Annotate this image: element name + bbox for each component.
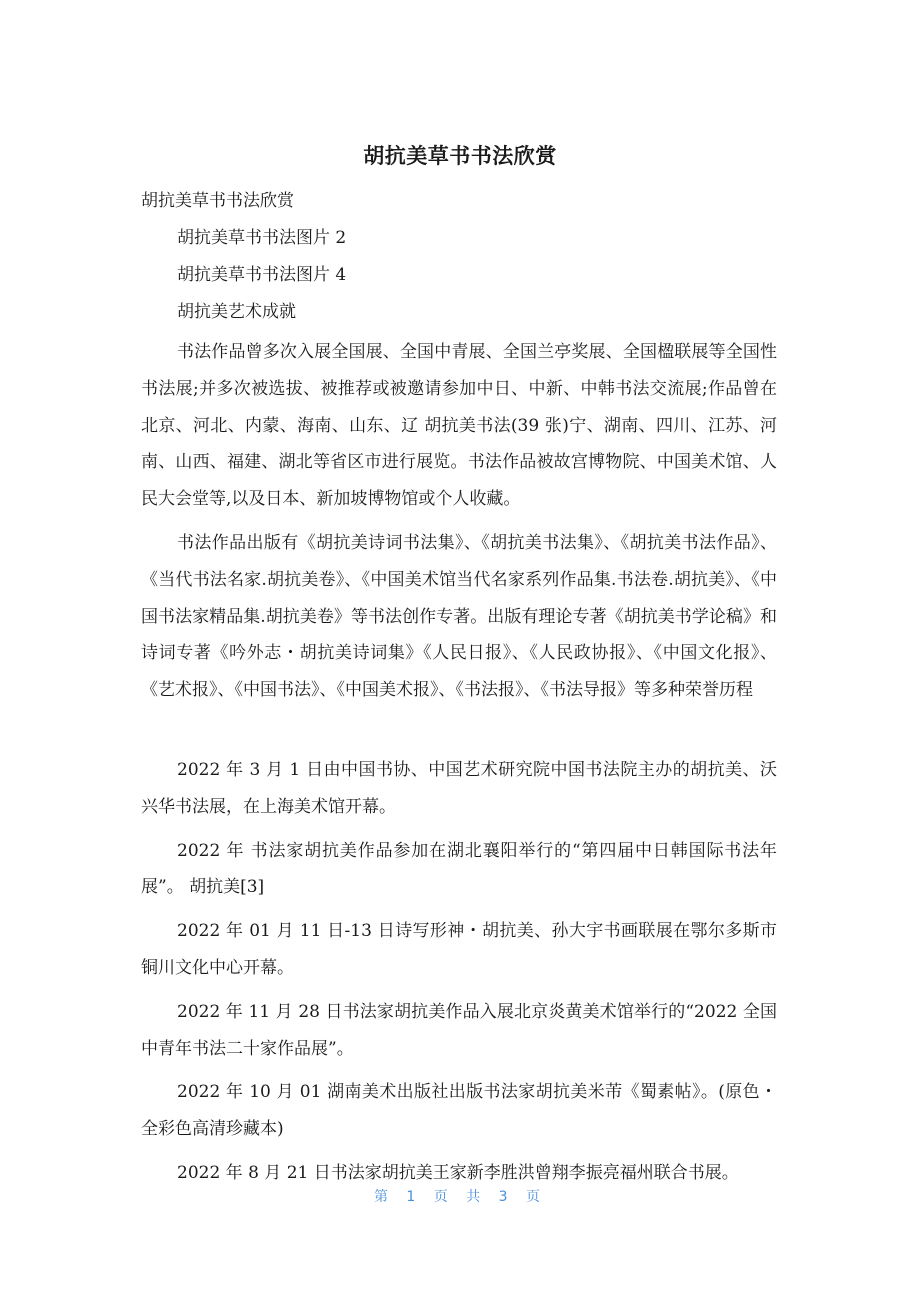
blank-gap bbox=[141, 716, 777, 752]
document-subtitle: 胡抗美草书书法欣赏 bbox=[141, 191, 294, 211]
event-item: 2022 年 书法家胡抗美作品参加在湖北襄阳举行的“第四届中日韩国际书法年展”。 胡抗美[3] bbox=[141, 840, 777, 898]
event-item: 2022 年 11 月 28 日书法家胡抗美作品入展北京炎黄美术馆举行的“2022 全国中青年书法二十家作品展”。 bbox=[141, 1001, 777, 1059]
list-item-image-4: 胡抗美草书书法图片 4 bbox=[177, 265, 347, 285]
document-body bbox=[141, 186, 777, 1199]
event-item: 2022 年 8 月 21 日书法家胡抗美王家新李胜洪曾翔李振亮福州联合书展。 bbox=[177, 1162, 739, 1183]
list-item-image-2: 胡抗美草书书法图片 2 bbox=[177, 228, 347, 248]
event-item: 2022 年 10 月 01 湖南美术出版社出版书法家胡抗美米芾《蜀素帖》。(原色・ 全彩色高清珍藏本) bbox=[141, 1082, 777, 1140]
document-title: 胡抗美草书书法欣赏 bbox=[363, 144, 557, 168]
paragraph-exhibitions: 书法作品曾多次入展全国展、全国中青展、全国兰亭奖展、全国楹联展等全国性书法展;并多次被选拔、被推荐或被邀请参加中日、中新、中韩书法交流展;作品曾在北京、河北、内蒙、海南、山东、辽 胡抗美书法(39 张)宁、湖南、四川、江苏、河南、山西、福建、湖北等省区市进行展览。书法作品被故宫博物院、中国美术馆、人民大会堂等,以及日本、新加坡博物馆或个人收藏。 bbox=[141, 342, 777, 510]
section-heading-achievements: 胡抗美艺术成就 bbox=[177, 302, 296, 322]
event-item: 2022 年 3 月 1 日由中国书协、中国艺术研究院中国书法院主办的胡抗美、沃兴华书法展，在上海美术馆开幕。 bbox=[141, 759, 777, 817]
paragraph-publications: 书法作品出版有《胡抗美诗词书法集》、《胡抗美书法集》、《胡抗美书法作品》、《当代书法名家.胡抗美卷》、《中国美术馆当代名家系列作品集.书法卷.胡抗美》、《中国书法家精品集.胡抗美卷》等书法创作专著。出版有理论专著《胡抗美书学论稿》和诗词专著《吟外志・胡抗美诗词集》《人民日报》、《人民政协报》、《中国文化报》、《艺术报》、《中国书法》、《中国美术报》、《书法报》、《书法导报》等多种荣誉历程 bbox=[141, 532, 777, 701]
page-number-footer: 第 1 页 共 3 页 bbox=[373, 1189, 547, 1205]
event-item: 2022 年 01 月 11 日-13 日诗写形神・胡抗美、孙大宇书画联展在鄂尔多斯市铜川文化中心开幕。 bbox=[141, 921, 777, 978]
